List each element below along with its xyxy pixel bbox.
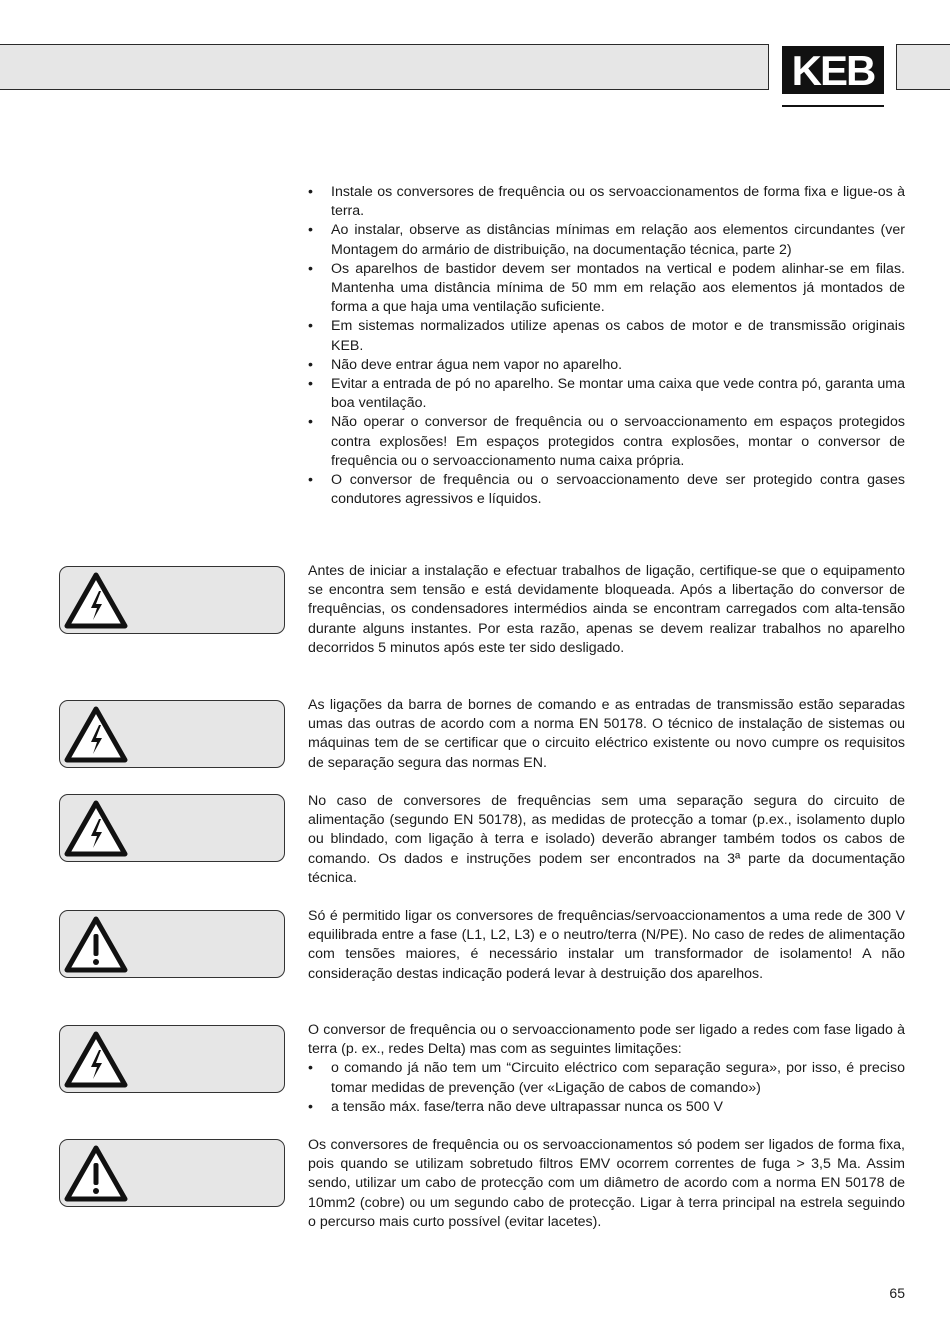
warning-text-3 [308, 792, 905, 888]
keb-logo-text: KEB [791, 50, 875, 90]
warning-paragraph: Os conversores de frequência ou os servoaccionamentos só podem ser ligados de forma fixa, pois quando se utilizam sobretudo filtros EMV ocorrem correntes de fuga > 3,5 Ma. Assim sendo, utilizar um cabo de protecção com um diâmetro de acordo com a norma EN 50178 de 10mm2 (cobre) ou um segundo cabo de protecção. Ligar à terra principal na estrela seguindo o percurso mais curto possível (evitar lacetes). [308, 1137, 905, 1230]
high-voltage-warning-icon [64, 799, 128, 859]
keb-logo-mark [785, 50, 881, 90]
general-warning-icon [64, 915, 128, 975]
list-item: • Evitar a entrada de pó no aparelho. Se montar uma caixa que vede contra pó, garanta uma boa ventilação. [308, 375, 905, 413]
warning-paragraph: No caso de conversores de frequências sem uma separação segura do circuito de alimentação (segundo EN 50178), as medidas de protecção a tomar (p.ex., isolamento duplo ou blindado, com ligação à terra e isolado) deverão abranger também todos os cabos de comando. Os dados e instruções podem ser encontrados na 3ª parte da documentação técnica. [308, 793, 905, 886]
installation-list [308, 183, 905, 509]
general-warning-icon [64, 1144, 128, 1204]
warning-text-2 [308, 696, 905, 773]
high-voltage-warning-icon [64, 705, 128, 765]
list-item: • Os aparelhos de bastidor devem ser montados na vertical e podem alinhar-se em filas. Mantenha uma distância mínima de 50 mm em relação aos elementos já montados de forma a que haja uma ventilação suficiente. [308, 260, 905, 318]
warning-paragraph: Só é permitido ligar os conversores de frequências/servoaccionamentos a uma rede de 300 V equilibrada entre a fase (L1, L2, L3) e o neutro/terra (N/PE). No caso de redes de alimentação com tensões maiores, é necessário instalar um transformador de isolamento! A não consideração destas indicação poderá levar à destruição dos aparelhos. [308, 908, 905, 982]
limitations-list [308, 1059, 905, 1117]
warning-box-voltage [59, 794, 285, 862]
warning-box-voltage [59, 1025, 285, 1093]
list-item: • Instale os conversores de frequência ou os servoaccionamentos de forma fixa e ligue-os à terra. [308, 183, 905, 221]
warning-paragraph: Antes de iniciar a instalação e efectuar trabalhos de ligação, certifique-se que o equipamento se encontra sem tensão e está devidamente bloqueada. Após a libertação do conversor de frequências, os condensadores intermédios ainda se encontram carregados com alta-tensão durante alguns instantes. Por esta razão, apenas se devem realizar trabalhos no aparelho decorridos 5 minutos após este ter sido desligado. [308, 563, 905, 656]
list-item: • Em sistemas normalizados utilize apenas os cabos de motor e de transmissão originais KEB. [308, 317, 905, 355]
list-item: • Não operar o conversor de frequência ou o servoaccionamento em espaços protegidos contra explosões! Em espaços protegidos contra explosões, montar o conversor de frequência ou o servoaccionamento numa caixa própria. [308, 413, 905, 471]
warning-paragraph: As ligações da barra de bornes de comando e as entradas de transmissão estão separadas umas das outras de acordo com a norma EN 50178. O técnico de instalação de sistemas ou máquinas tem de se certificar que o circuito eléctrico existente ou novo cumpre os requisitos de separação segura das normas EN. [308, 697, 905, 771]
list-item: • O conversor de frequência ou o servoaccionamento deve ser protegido contra gases condutores agressivos e líquidos. [308, 471, 905, 509]
warning-text-6 [308, 1136, 905, 1232]
high-voltage-warning-icon [64, 571, 128, 631]
installation-section [308, 183, 905, 509]
list-item: • Ao instalar, observe as distâncias mínimas em relação aos elementos circundantes (ver Montagem do armário de distribuição, na documentação técnica, parte 2) [308, 221, 905, 259]
logo-underline [782, 105, 884, 107]
list-item: • Não deve entrar água nem vapor no aparelho. [308, 356, 905, 375]
warning-paragraph: O conversor de frequência ou o servoaccionamento pode ser ligado a redes com fase ligado à terra (p. ex., redes Delta) mas com as seguintes limitações: [308, 1022, 905, 1058]
warning-text-4 [308, 907, 905, 984]
warning-text-5 [308, 1021, 905, 1117]
warning-box-general [59, 910, 285, 978]
list-item: • a tensão máx. fase/terra não deve ultrapassar nunca os 500 V [308, 1098, 905, 1117]
keb-logo-box [782, 46, 884, 94]
warning-box-voltage [59, 700, 285, 768]
header-bar [0, 44, 769, 90]
page-number: 65 [889, 1285, 905, 1301]
warning-text-1 [308, 562, 905, 658]
keb-logo [782, 46, 884, 108]
header-bar-right [896, 44, 950, 90]
list-item: • o comando já não tem um “Circuito eléctrico com separação segura», por isso, é preciso tomar medidas de prevenção (ver «Ligação de cabos de comando») [308, 1059, 905, 1097]
high-voltage-warning-icon [64, 1030, 128, 1090]
warning-box-general [59, 1139, 285, 1207]
warning-box-voltage [59, 566, 285, 634]
